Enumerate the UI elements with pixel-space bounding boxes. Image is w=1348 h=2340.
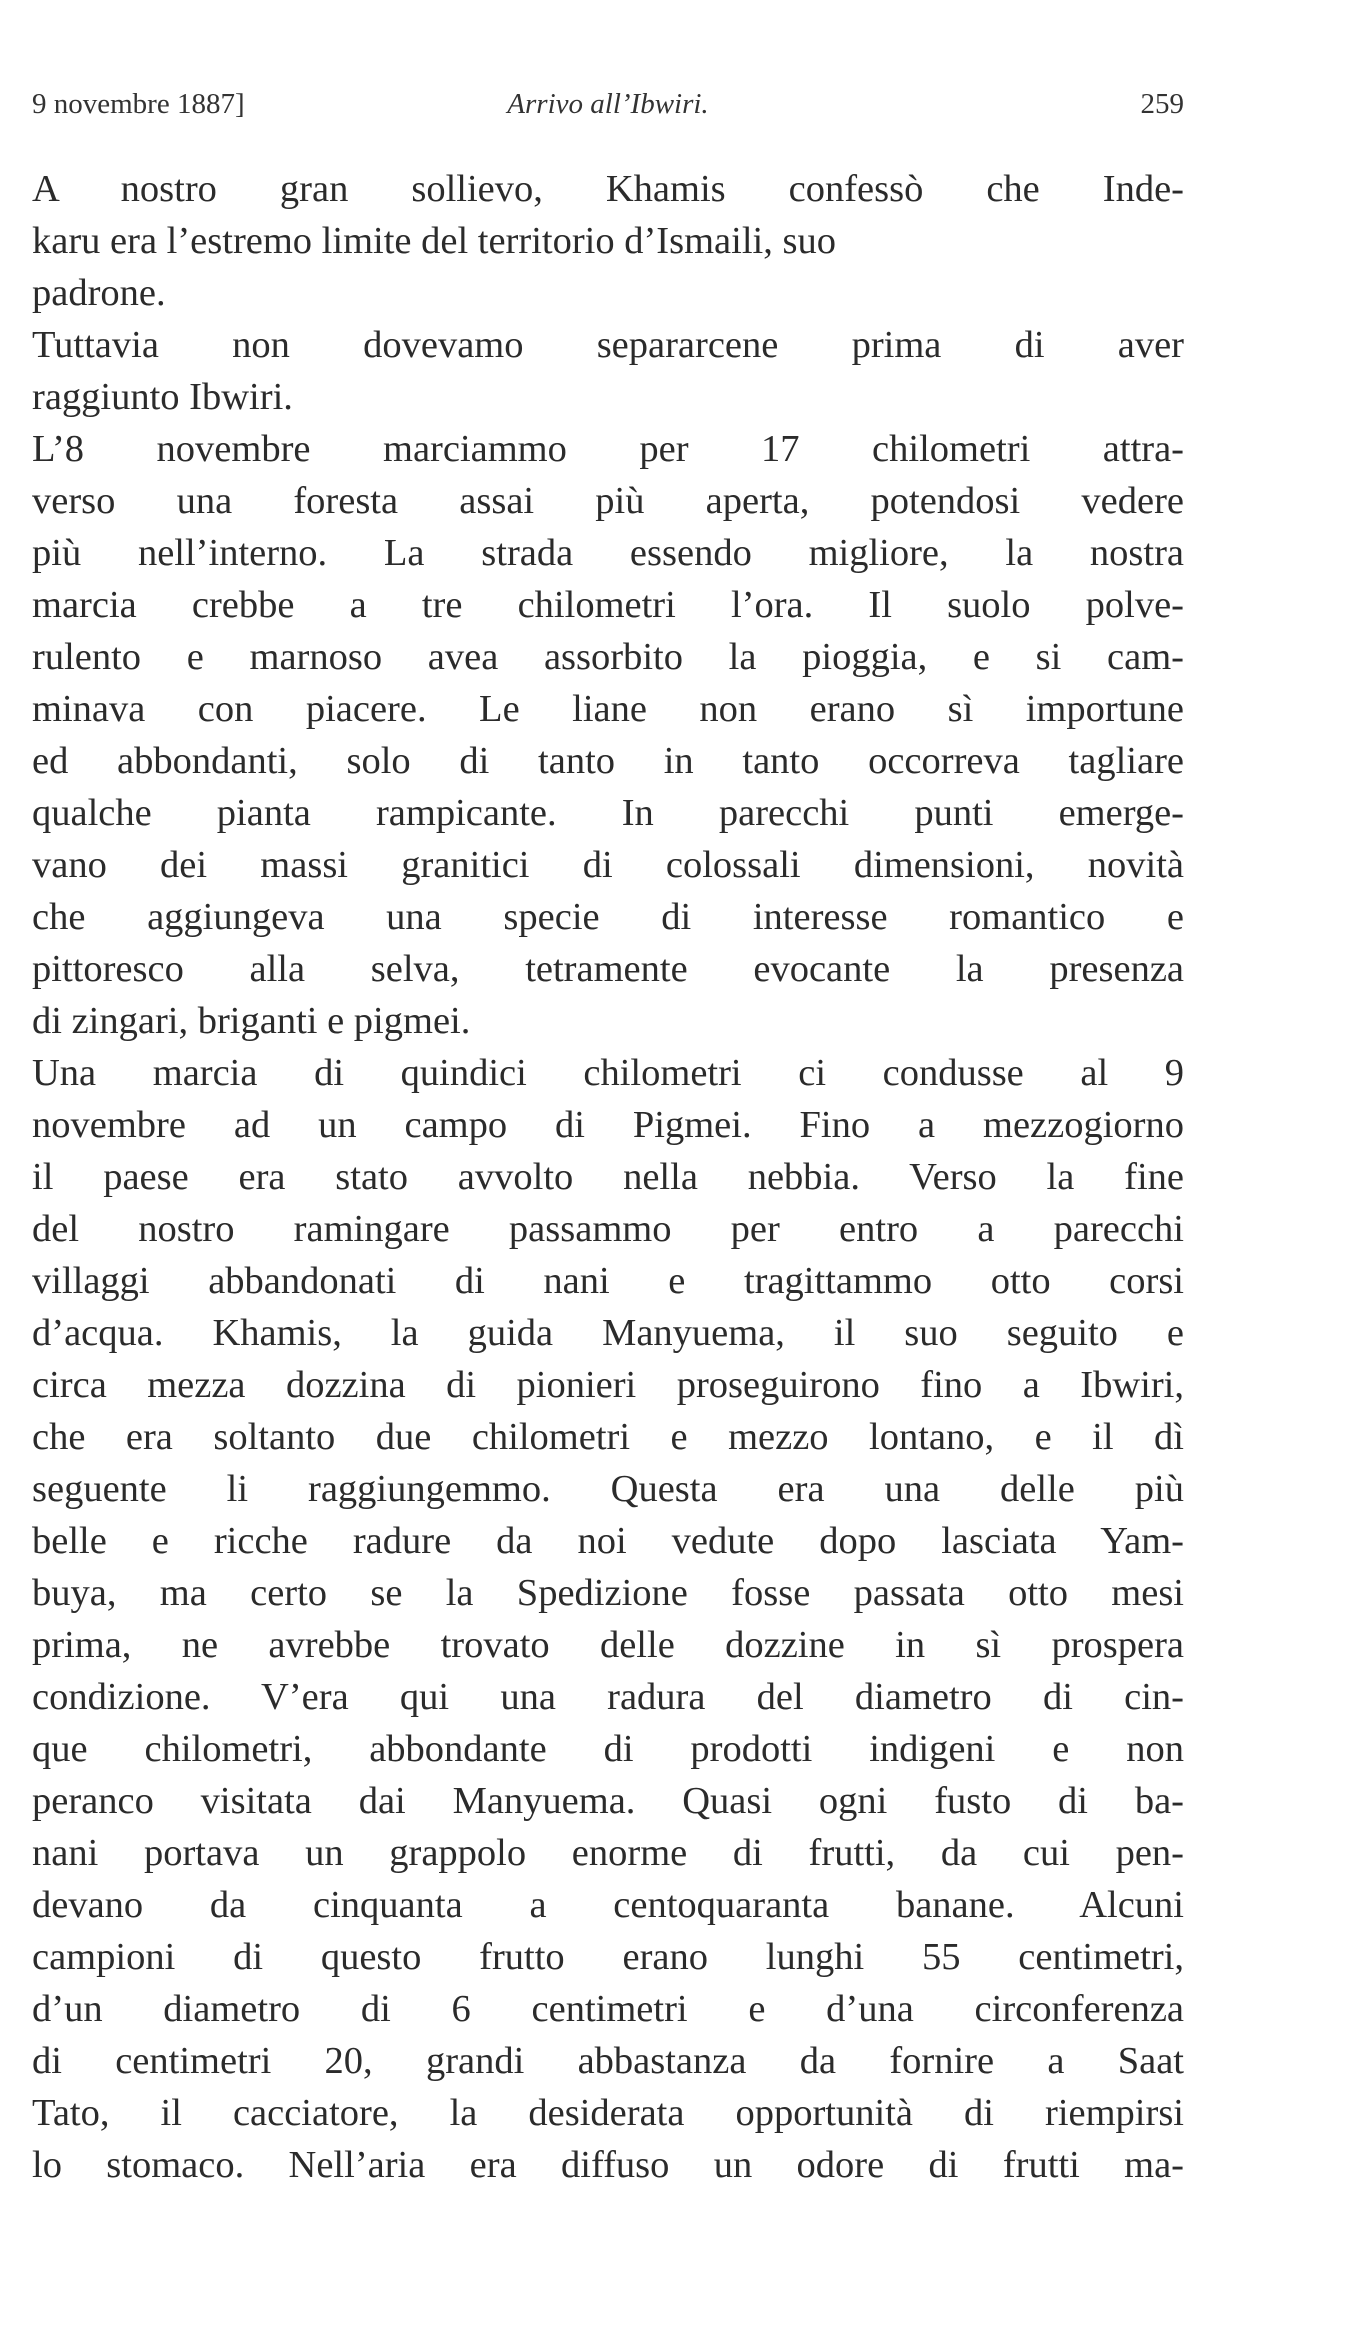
text-line: padrone. xyxy=(32,272,166,314)
text-line: d’acqua. Khamis, la guida Manyuema, il suo seguito e xyxy=(32,1312,1184,1354)
text-line: qualche pianta rampicante. In parecchi punti emerge- xyxy=(32,792,1184,834)
text-line: campioni di questo frutto erano lunghi 55 centimetri, xyxy=(32,1936,1184,1978)
text-line: d’un diametro di 6 centimetri e d’una circonferenza xyxy=(32,1988,1184,2030)
text-line: più nell’interno. La strada essendo migliore, la nostra xyxy=(32,532,1184,574)
running-head-date: 9 novembre 1887] xyxy=(32,88,245,120)
text-line: il paese era stato avvolto nella nebbia. Verso la fine xyxy=(32,1156,1184,1198)
text-line: A nostro gran sollievo, Khamis confessò che Inde- xyxy=(32,168,1184,210)
text-line: Una marcia di quindici chilometri ci condusse al 9 xyxy=(32,1052,1184,1094)
text-line: di centimetri 20, grandi abbastanza da fornire a Saat xyxy=(32,2040,1184,2082)
text-line: minava con piacere. Le liane non erano sì importune xyxy=(32,688,1184,730)
text-line: condizione. V’era qui una radura del diametro di cin- xyxy=(32,1676,1184,1718)
text-line: lo stomaco. Nell’aria era diffuso un odore di frutti ma- xyxy=(32,2144,1184,2186)
text-line: peranco visitata dai Manyuema. Quasi ogni fusto di ba- xyxy=(32,1780,1184,1822)
text-line: prima, ne avrebbe trovato delle dozzine in sì prospera xyxy=(32,1624,1184,1666)
text-line: circa mezza dozzina di pionieri proseguirono fino a Ibwiri, xyxy=(32,1364,1184,1406)
text-line: che era soltanto due chilometri e mezzo lontano, e il dì xyxy=(32,1416,1184,1458)
text-line: del nostro ramingare passammo per entro a parecchi xyxy=(32,1208,1184,1250)
running-head-title: Arrivo all’Ibwiri. xyxy=(507,88,709,120)
text-line: Tuttavia non dovevamo separarcene prima di aver xyxy=(32,324,1184,366)
text-line: nani portava un grappolo enorme di frutti, da cui pen- xyxy=(32,1832,1184,1874)
running-head xyxy=(32,88,1184,128)
text-line: buya, ma certo se la Spedizione fosse passata otto mesi xyxy=(32,1572,1184,1614)
text-line: villaggi abbandonati di nani e tragittammo otto corsi xyxy=(32,1260,1184,1302)
page-number: 259 xyxy=(1140,88,1184,120)
text-line: Tato, il cacciatore, la desiderata opportunità di riempirsi xyxy=(32,2092,1184,2134)
text-line: rulento e marnoso avea assorbito la pioggia, e si cam- xyxy=(32,636,1184,678)
text-line: vano dei massi granitici di colossali dimensioni, novità xyxy=(32,844,1184,886)
text-line: belle e ricche radure da noi vedute dopo lasciata Yam- xyxy=(32,1520,1184,1562)
book-page xyxy=(32,0,1184,2340)
text-line: di zingari, briganti e pigmei. xyxy=(32,1000,471,1042)
text-line: seguente li raggiungemmo. Questa era una delle più xyxy=(32,1468,1184,1510)
text-line: karu era l’estremo limite del territorio d’Ismaili, suo xyxy=(32,220,836,262)
text-line: che aggiungeva una specie di interesse romantico e xyxy=(32,896,1184,938)
text-line: pittoresco alla selva, tetramente evocante la presenza xyxy=(32,948,1184,990)
text-line: novembre ad un campo di Pigmei. Fino a mezzogiorno xyxy=(32,1104,1184,1146)
text-line: ed abbondanti, solo di tanto in tanto occorreva tagliare xyxy=(32,740,1184,782)
text-line: que chilometri, abbondante di prodotti indigeni e non xyxy=(32,1728,1184,1770)
text-line: marcia crebbe a tre chilometri l’ora. Il suolo polve- xyxy=(32,584,1184,626)
text-line: devano da cinquanta a centoquaranta banane. Alcuni xyxy=(32,1884,1184,1926)
text-line: verso una foresta assai più aperta, potendosi vedere xyxy=(32,480,1184,522)
text-line: L’8 novembre marciammo per 17 chilometri attra- xyxy=(32,428,1184,470)
text-line: raggiunto Ibwiri. xyxy=(32,376,293,418)
